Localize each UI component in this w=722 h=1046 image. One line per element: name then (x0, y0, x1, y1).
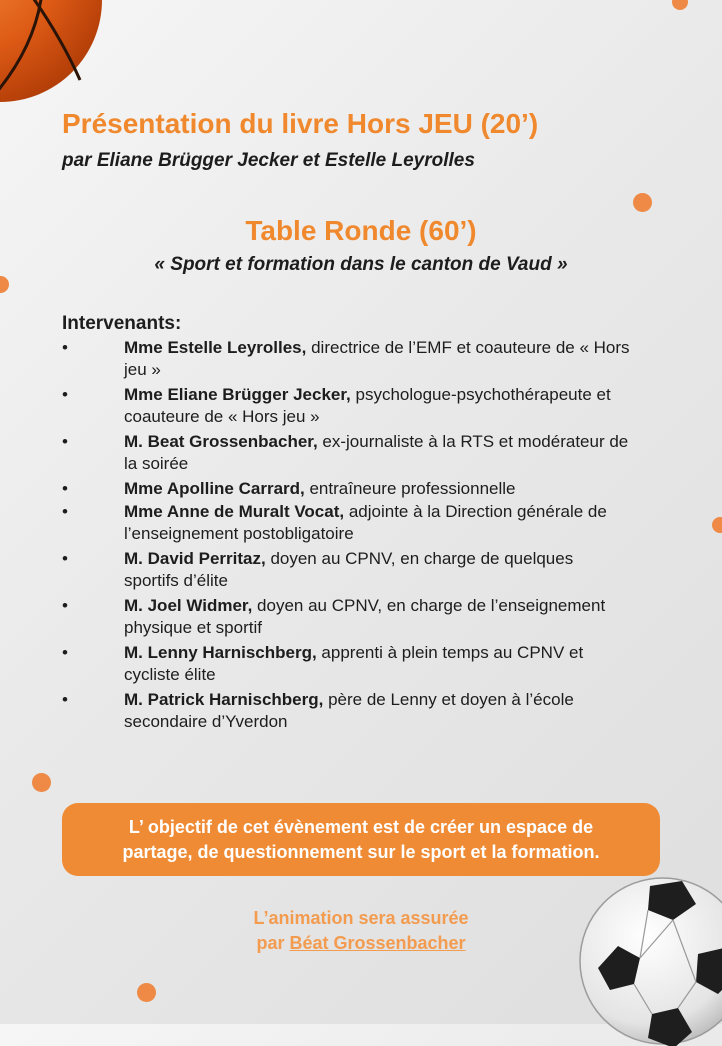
speaker-item (62, 689, 632, 733)
roundtable-subtitle: « Sport et formation dans le canton de Vaud » (154, 254, 568, 275)
speaker-name: M. Joel Widmer, (124, 596, 253, 615)
speaker-item (62, 431, 632, 475)
speaker-item (62, 337, 632, 381)
speaker-name: Mme Anne de Muralt Vocat, (124, 502, 345, 521)
speaker-role: père de Lenny et doyen à l’école secondaire d’Yverdon (124, 690, 574, 731)
speaker-role: entraîneure professionnelle (304, 479, 516, 498)
presentation-title: Présentation du livre Hors JEU (20’) (62, 108, 539, 139)
speaker-role: adjointe à la Direction générale de l’enseignement postobligatoire (124, 502, 607, 543)
speaker-role: doyen au CPNV, en charge de quelques sportifs d’élite (124, 549, 574, 590)
objective-banner (62, 803, 660, 876)
speaker-item (62, 478, 632, 500)
speaker-name: M. David Perritaz, (124, 549, 266, 568)
bullet: • (62, 690, 68, 709)
speaker-name: Mme Estelle Leyrolles, (124, 338, 307, 357)
speakers-heading: Intervenants: (62, 313, 182, 334)
decorative-dot (0, 276, 9, 293)
bullet: • (62, 385, 68, 404)
bullet: • (62, 596, 68, 615)
bullet: • (62, 338, 68, 357)
speaker-item (62, 642, 632, 686)
host-line-1: L’animation sera assurée (253, 908, 469, 928)
decorative-dot (32, 773, 51, 792)
speaker-role: psychologue-psychothérapeute et coauteure de « Hors jeu » (124, 385, 611, 426)
host-prefix: par (256, 933, 290, 953)
decorative-dot (672, 0, 688, 10)
bullet: • (62, 643, 68, 662)
bullet: • (62, 502, 68, 521)
speaker-name: M. Patrick Harnischberg, (124, 690, 324, 709)
bullet: • (62, 479, 68, 498)
speaker-role: doyen au CPNV, en charge de l’enseignement physique et sportif (124, 596, 606, 637)
soccer-ball-image (578, 876, 722, 1046)
bullet: • (62, 549, 68, 568)
speaker-name: M. Lenny Harnischberg, (124, 643, 317, 662)
speakers-list (62, 337, 632, 733)
speaker-item (62, 548, 632, 592)
speaker-name: Mme Apolline Carrard, (124, 479, 305, 498)
host-name: Béat Grossenbacher (289, 933, 466, 953)
decorative-dot (633, 193, 652, 212)
speaker-item (62, 384, 632, 428)
speaker-role: apprenti à plein temps au CPNV et cycliste élite (124, 643, 584, 684)
decorative-dot (137, 983, 156, 1002)
objective-line-2: partage, de questionnement sur le sport et la formation. (122, 842, 600, 862)
presentation-authors: par Eliane Brügger Jecker et Estelle Leyrolles (62, 150, 475, 171)
bullet: • (62, 432, 68, 451)
roundtable-title: Table Ronde (60’) (245, 215, 477, 246)
speaker-role: ex-journaliste à la RTS et modérateur de la soirée (124, 432, 629, 473)
objective-line-1: L’ objectif de cet évènement est de créer un espace de (128, 817, 594, 837)
speaker-item (62, 501, 632, 545)
speaker-role: directrice de l’EMF et coauteure de « Hors jeu » (124, 338, 630, 379)
decorative-dot (712, 517, 722, 533)
speaker-name: Mme Eliane Brügger Jecker, (124, 385, 351, 404)
speaker-item (62, 595, 632, 639)
speaker-name: M. Beat Grossenbacher, (124, 432, 318, 451)
